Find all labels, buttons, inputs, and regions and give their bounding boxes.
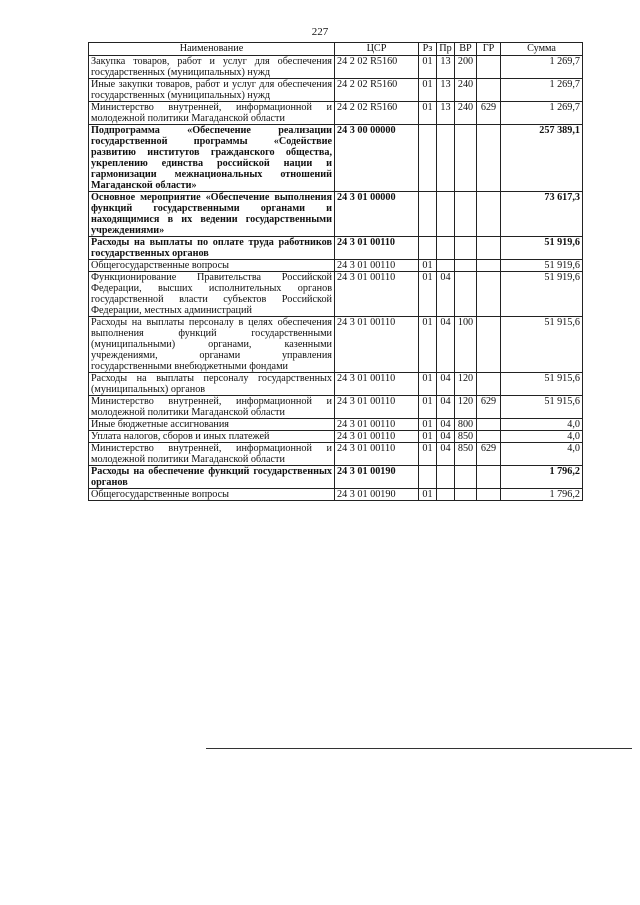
header-pr: Пр xyxy=(437,43,455,56)
table-row xyxy=(89,56,583,79)
header-rz: Рз xyxy=(419,43,437,56)
cell-pr xyxy=(437,125,455,192)
cell-sum: 1 269,7 xyxy=(501,56,583,79)
cell-rz xyxy=(419,237,437,260)
cell-sum: 51 915,6 xyxy=(501,317,583,373)
cell-pr xyxy=(437,260,455,272)
cell-sum: 1 269,7 xyxy=(501,79,583,102)
cell-vr: 240 xyxy=(455,79,477,102)
cell-gr xyxy=(477,192,501,237)
cell-sum: 4,0 xyxy=(501,431,583,443)
cell-rz: 01 xyxy=(419,79,437,102)
cell-gr xyxy=(477,237,501,260)
cell-gr: 629 xyxy=(477,102,501,125)
cell-gr xyxy=(477,272,501,317)
table-row xyxy=(89,192,583,237)
header-csr: ЦСР xyxy=(335,43,419,56)
cell-sum: 1 796,2 xyxy=(501,466,583,489)
cell-gr xyxy=(477,260,501,272)
cell-csr: 24 3 01 00110 xyxy=(335,260,419,272)
cell-pr: 13 xyxy=(437,102,455,125)
cell-rz: 01 xyxy=(419,373,437,396)
table-row xyxy=(89,125,583,192)
cell-vr xyxy=(455,260,477,272)
cell-gr xyxy=(477,419,501,431)
cell-pr xyxy=(437,192,455,237)
cell-csr: 24 3 01 00190 xyxy=(335,466,419,489)
cell-gr: 629 xyxy=(477,396,501,419)
cell-name: Расходы на выплаты по оплате труда работников государственных органов xyxy=(89,237,335,260)
cell-rz: 01 xyxy=(419,272,437,317)
table-row xyxy=(89,431,583,443)
cell-csr: 24 3 01 00110 xyxy=(335,419,419,431)
header-name: Наименование xyxy=(89,43,335,56)
cell-rz: 01 xyxy=(419,489,437,501)
cell-vr: 850 xyxy=(455,431,477,443)
cell-name: Общегосударственные вопросы xyxy=(89,489,335,501)
table-row xyxy=(89,79,583,102)
header-gr: ГР xyxy=(477,43,501,56)
cell-gr xyxy=(477,79,501,102)
cell-name: Функционирование Правительства Российской Федерации, высших исполнительных органов государственной власти субъектов Российской Федерации, местных администраций xyxy=(89,272,335,317)
page-number: 227 xyxy=(311,26,329,38)
cell-rz: 01 xyxy=(419,396,437,419)
cell-pr: 04 xyxy=(437,317,455,373)
cell-csr: 24 3 01 00000 xyxy=(335,192,419,237)
cell-vr xyxy=(455,237,477,260)
cell-vr: 120 xyxy=(455,373,477,396)
table-row xyxy=(89,102,583,125)
cell-name: Иные бюджетные ассигнования xyxy=(89,419,335,431)
cell-sum: 4,0 xyxy=(501,443,583,466)
cell-pr xyxy=(437,237,455,260)
cell-rz: 01 xyxy=(419,102,437,125)
cell-csr: 24 3 01 00110 xyxy=(335,317,419,373)
table-row xyxy=(89,396,583,419)
cell-pr: 13 xyxy=(437,56,455,79)
cell-csr: 24 2 02 R5160 xyxy=(335,56,419,79)
cell-gr: 629 xyxy=(477,443,501,466)
cell-rz: 01 xyxy=(419,260,437,272)
cell-vr xyxy=(455,125,477,192)
budget-table xyxy=(88,42,583,501)
cell-name: Министерство внутренней, информационной и молодежной политики Магаданской области xyxy=(89,443,335,466)
cell-vr: 100 xyxy=(455,317,477,373)
cell-vr: 240 xyxy=(455,102,477,125)
cell-pr: 04 xyxy=(437,443,455,466)
cell-csr: 24 3 01 00110 xyxy=(335,272,419,317)
cell-sum: 51 919,6 xyxy=(501,237,583,260)
cell-rz: 01 xyxy=(419,56,437,79)
cell-pr xyxy=(437,466,455,489)
cell-pr: 04 xyxy=(437,396,455,419)
cell-csr: 24 2 02 R5160 xyxy=(335,102,419,125)
cell-name: Расходы на выплаты персоналу в целях обеспечения выполнения функций государственными (муниципальными) органами, казенными учреждениями, органами управления государственными внебюджетными фондами xyxy=(89,317,335,373)
cell-sum: 73 617,3 xyxy=(501,192,583,237)
cell-pr: 04 xyxy=(437,419,455,431)
table-row xyxy=(89,443,583,466)
cell-name: Министерство внутренней, информационной и молодежной политики Магаданской области xyxy=(89,396,335,419)
cell-vr xyxy=(455,466,477,489)
table-header-row xyxy=(89,43,583,56)
table-row xyxy=(89,373,583,396)
cell-vr: 200 xyxy=(455,56,477,79)
cell-name: Расходы на обеспечение функций государственных органов xyxy=(89,466,335,489)
cell-sum: 51 919,6 xyxy=(501,260,583,272)
cell-sum: 257 389,1 xyxy=(501,125,583,192)
table-row xyxy=(89,489,583,501)
cell-sum: 51 919,6 xyxy=(501,272,583,317)
table-row xyxy=(89,419,583,431)
cell-csr: 24 3 01 00190 xyxy=(335,489,419,501)
cell-vr xyxy=(455,272,477,317)
cell-vr xyxy=(455,489,477,501)
cell-sum: 51 915,6 xyxy=(501,373,583,396)
table-row xyxy=(89,272,583,317)
cell-pr: 04 xyxy=(437,272,455,317)
cell-name: Общегосударственные вопросы xyxy=(89,260,335,272)
cell-name: Расходы на выплаты персоналу государственных (муниципальных) органов xyxy=(89,373,335,396)
cell-gr xyxy=(477,489,501,501)
cell-pr: 04 xyxy=(437,373,455,396)
cell-name: Закупка товаров, работ и услуг для обеспечения государственных (муниципальных) нужд xyxy=(89,56,335,79)
table-row xyxy=(89,237,583,260)
cell-name: Подпрограмма «Обеспечение реализации государственной программы «Содействие развитию институтов гражданского общества, укреплению единства российской нации и гармонизации межнациональных отношений Магаданской области» xyxy=(89,125,335,192)
cell-vr: 120 xyxy=(455,396,477,419)
cell-vr: 850 xyxy=(455,443,477,466)
cell-sum: 1 269,7 xyxy=(501,102,583,125)
cell-rz: 01 xyxy=(419,419,437,431)
cell-gr xyxy=(477,317,501,373)
cell-csr: 24 3 01 00110 xyxy=(335,373,419,396)
table-body xyxy=(89,56,583,501)
cell-pr: 04 xyxy=(437,431,455,443)
cell-csr: 24 3 01 00110 xyxy=(335,237,419,260)
cell-sum: 4,0 xyxy=(501,419,583,431)
cell-gr xyxy=(477,56,501,79)
cell-name: Иные закупки товаров, работ и услуг для обеспечения государственных (муниципальных) нужд xyxy=(89,79,335,102)
header-sum: Сумма xyxy=(501,43,583,56)
cell-sum: 51 915,6 xyxy=(501,396,583,419)
cell-rz xyxy=(419,192,437,237)
cell-gr xyxy=(477,466,501,489)
table-row xyxy=(89,317,583,373)
cell-pr: 13 xyxy=(437,79,455,102)
cell-rz xyxy=(419,466,437,489)
cell-csr: 24 3 01 00110 xyxy=(335,443,419,466)
cell-vr xyxy=(455,192,477,237)
cell-csr: 24 3 01 00110 xyxy=(335,431,419,443)
cell-rz xyxy=(419,125,437,192)
cell-rz: 01 xyxy=(419,431,437,443)
cell-sum: 1 796,2 xyxy=(501,489,583,501)
cell-name: Основное мероприятие «Обеспечение выполнения функций государственными органами и находящимися в их ведении государственными учреждениями» xyxy=(89,192,335,237)
header-vr: ВР xyxy=(455,43,477,56)
cell-name: Уплата налогов, сборов и иных платежей xyxy=(89,431,335,443)
cell-gr xyxy=(477,431,501,443)
cell-gr xyxy=(477,373,501,396)
cell-vr: 800 xyxy=(455,419,477,431)
cell-csr: 24 3 00 00000 xyxy=(335,125,419,192)
table-row xyxy=(89,260,583,272)
cell-pr xyxy=(437,489,455,501)
cell-rz: 01 xyxy=(419,317,437,373)
cell-csr: 24 2 02 R5160 xyxy=(335,79,419,102)
table-row xyxy=(89,466,583,489)
footer-rule xyxy=(206,748,632,749)
cell-rz: 01 xyxy=(419,443,437,466)
cell-name: Министерство внутренней, информационной и молодежной политики Магаданской области xyxy=(89,102,335,125)
cell-csr: 24 3 01 00110 xyxy=(335,396,419,419)
cell-gr xyxy=(477,125,501,192)
